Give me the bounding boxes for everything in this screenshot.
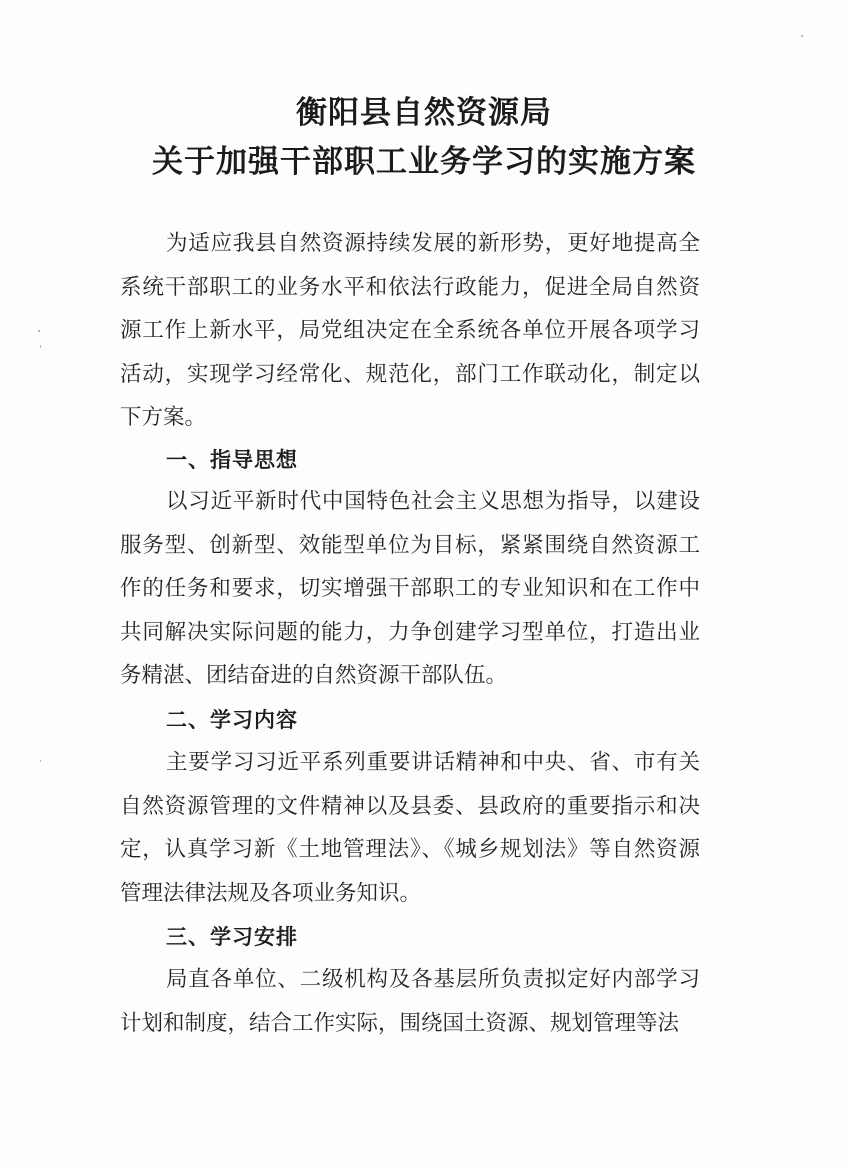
section-paragraph-study-content: 主要学习习近平系列重要讲话精神和中央、省、市有关自然资源管理的文件精神以及县委、县政府的重要指示和决定，认真学习新《土地管理法》、《城乡规划法》等自然资源管理法律法规及各项业务知识。 [120, 750, 700, 906]
intro-paragraph: 为适应我县自然资源持续发展的新形势，更好地提高全系统干部职工的业务水平和依法行政能力，促进全局自然资源工作上新水平，局党组决定在全系统各单位开展各项学习活动，实现学习经常化、规范化，部门工作联动化，制定以下方案。 [120, 231, 700, 430]
document-title-line-1: 衡阳县自然资源局 [296, 95, 552, 131]
scan-speck [801, 35, 803, 37]
scan-speck [40, 345, 41, 348]
section-heading-guiding-ideology: 一、指导思想 [166, 448, 298, 472]
document-title-line-2: 关于加强干部职工业务学习的实施方案 [152, 144, 696, 180]
section-heading-study-content: 二、学习内容 [166, 708, 298, 732]
scan-speck [38, 330, 40, 332]
section-heading-study-arrangement: 三、学习安排 [166, 925, 298, 949]
section-paragraph-guiding-ideology: 以习近平新时代中国特色社会主义思想为指导，以建设服务型、创新型、效能型单位为目标，紧紧围绕自然资源工作的任务和要求，切实增强干部职工的专业知识和在工作中共同解决实际问题的能力，力争创建学习型单位，打造出业务精湛、团结奋进的自然资源干部队伍。 [120, 489, 700, 688]
section-paragraph-study-arrangement: 局直各单位、二级机构及各基层所负责拟定好内部学习计划和制度，结合工作实际，围绕国土资源、规划管理等法 [120, 967, 700, 1036]
scan-speck [40, 760, 41, 762]
